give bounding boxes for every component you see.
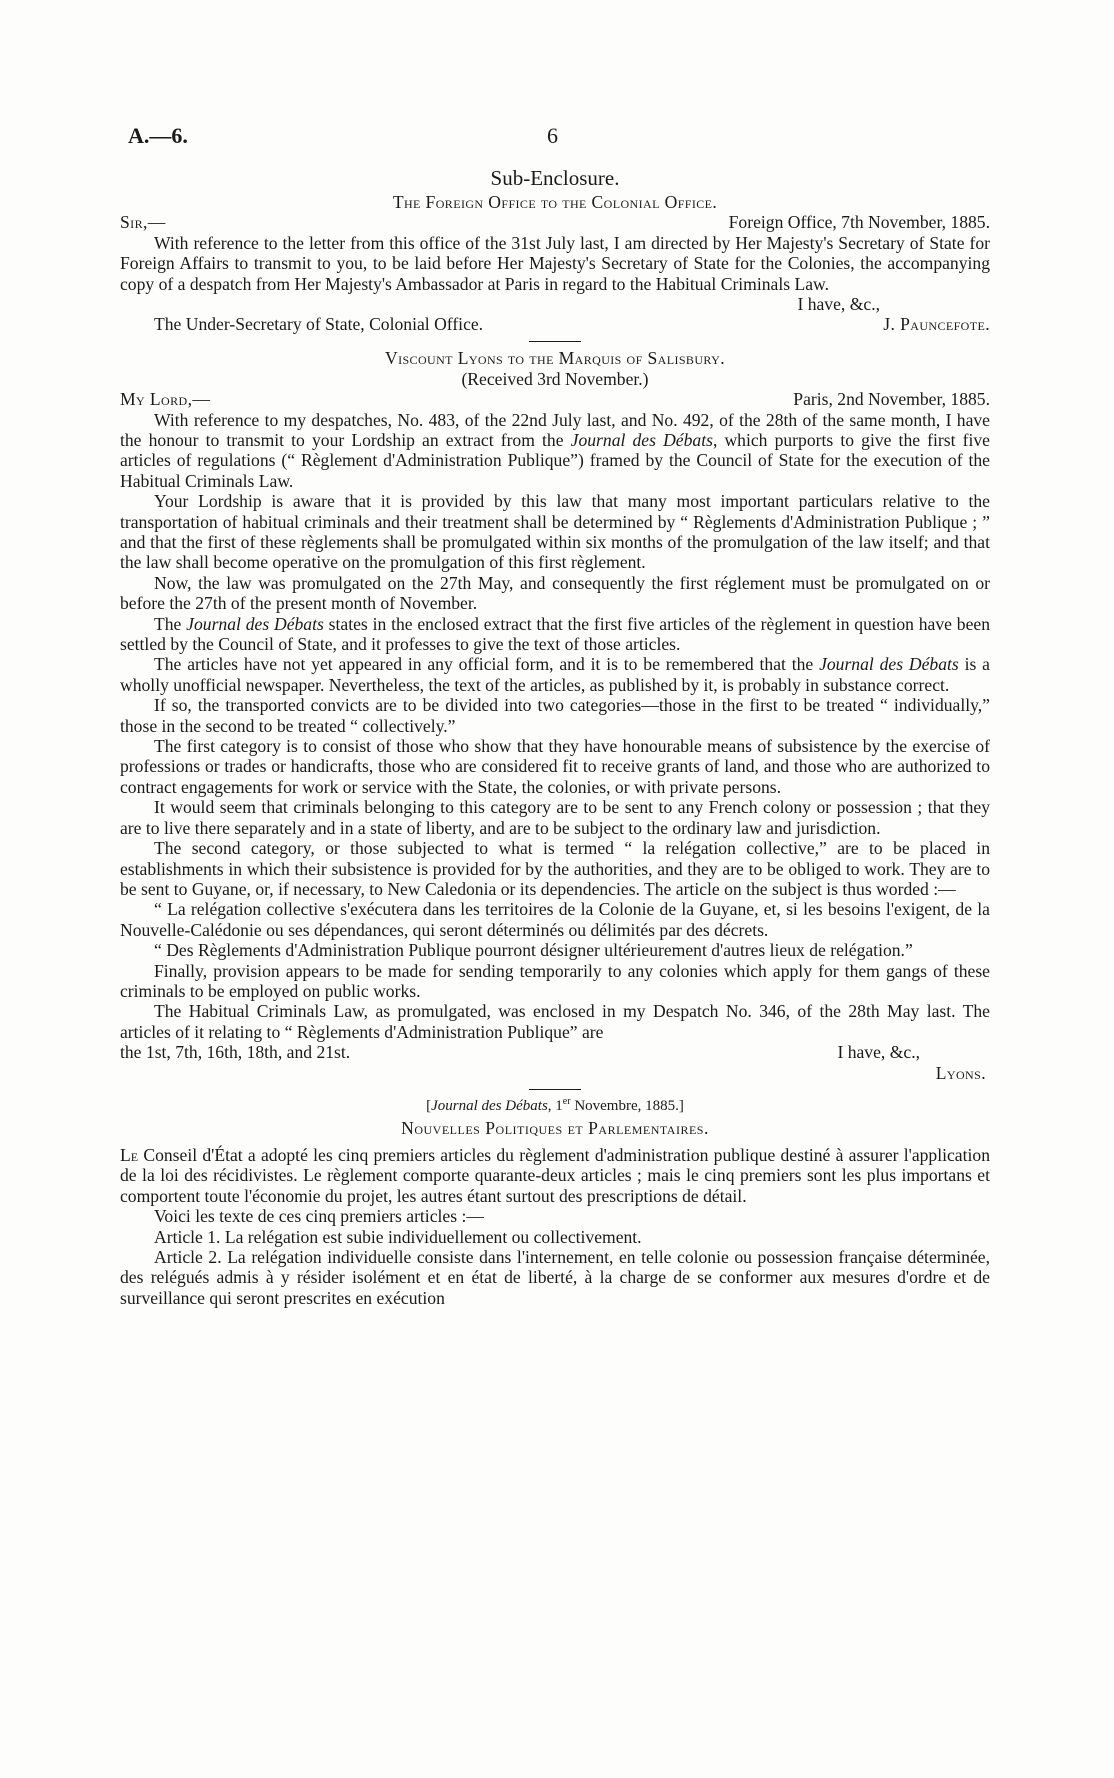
- extract-paragraph: Voici les texte de ces cinq premiers articles :—: [154, 1206, 484, 1227]
- letter2-paragraph: The Habitual Criminals Law, as promulgated, was enclosed in my Despatch No. 346, of the 28th May last. The articles of it relating to “ Règlements d'Administration Publique” are: [120, 1001, 990, 1042]
- extract-source: [Journal des Débats, 1er Novembre, 1885.]: [426, 1096, 684, 1115]
- letter2-paragraph: Your Lordship is aware that it is provided by this law that many most important particulars relative to the transportation of habitual criminals and their treatment shall be determined by “ Règlements d'Administration Publique ; ” and that the first of these règlements shall be promulgated within six months of the promulgation of the law itself; and that the law shall become operative on the promulgation of this first règlement.: [120, 491, 990, 573]
- letter2-heading: Viscount Lyons to the Marquis of Salisbury.: [384, 348, 725, 369]
- letter1-addressee: The Under-Secretary of State, Colonial Office.: [154, 314, 484, 335]
- letter2-paragraph: Now, the law was promulgated on the 27th May, and consequently the first réglement must be promulgated on or before the 27th of the present month of November.: [120, 572, 990, 614]
- letter2-signature: Lyons.: [935, 1062, 986, 1083]
- letter2-final-row: [120, 1042, 990, 1062]
- letter2-paragraph: The articles have not yet appeared in any official form, and it is to be remembered that the Journal des Débats is a wholly unofficial newspaper. Nevertheless, the text of the articles, as published by it, is probably in substance correct.: [120, 654, 990, 695]
- extract-article: Article 1. La relégation est subie individuellement ou collectivement.: [154, 1226, 642, 1247]
- letter2-final-line: the 1st, 7th, 16th, 18th, and 21st.: [120, 1042, 351, 1063]
- letter1-closing: I have, &c.,: [797, 294, 880, 315]
- letter2-salutation-row: [120, 389, 990, 409]
- letter2-paragraph: Finally, provision appears to be made for sending temporarily to any colonies which apply for them gangs of these criminals to be employed on public works.: [120, 960, 990, 1001]
- letter1-place-date: Foreign Office, 7th November, 1885.: [728, 212, 990, 233]
- letter2-paragraph: The first category is to consist of those who show that they have honourable means of subsistence by the exercise of professions or trades or handicrafts, those who are considered fit to receive grants of land, and those who are authorized to contract engagements for work or service with the State, the colonies, or with private persons.: [120, 736, 990, 797]
- letter2-quotation: “ La relégation collective s'exécutera dans les territoires de la Colonie de la Guyane, et, si les besoins l'exigent, de la Nouvelle-Calédonie ou ses dépendances, qui seront déterminés ou délimités par des décrets.: [120, 899, 990, 940]
- letter2-paragraph: The second category, or those subjected to what is termed “ la relégation collective,” are to be placed in establishments in which their subsistence is provided for by the authorities, and they are to be obliged to work. They are to be sent to Guyane, or, if necessary, to New Caledonia or its dependencies. The article on the subject is thus worded :—: [120, 838, 990, 899]
- letter2-place-date: Paris, 2nd November, 1885.: [793, 389, 990, 410]
- letter2-paragraph: It would seem that criminals belonging to this category are to be sent to any French colony or possession ; that they are to live there separately and in a state of liberty, and are to be subject to the ordinary law and jurisdiction.: [120, 797, 990, 838]
- document-reference: A.—6.: [128, 123, 188, 148]
- page-number: 6: [547, 123, 558, 148]
- divider-rule: [529, 341, 581, 343]
- enclosure-title: Sub-Enclosure.: [490, 166, 620, 190]
- page-content: [120, 166, 990, 1308]
- letter1-signature-row: [120, 314, 990, 334]
- extract-heading: Nouvelles Politiques et Parlementaires.: [401, 1118, 709, 1139]
- extract-article: Article 2. La relégation individuelle consiste dans l'internement, en telle colonie ou possession française déterminée, des relégués admis à y résider isolément et en état de liberté, à la charge de se conformer aux mesures d'ordre et de surveillance qui seront prescrites en exécution: [120, 1246, 990, 1308]
- divider-rule: [529, 1089, 581, 1091]
- letter2-paragraph: If so, the transported convicts are to be divided into two categories—those in the first to be treated “ individually,” those in the second to be treated “ collectively.”: [120, 695, 990, 736]
- letter1-body: With reference to the letter from this office of the 31st July last, I am directed by Her Majesty's Secretary of State for Foreign Affairs to transmit to you, to be laid before Her Majesty's Secretary of State for the Colonies, the accompanying copy of a despatch from Her Majesty's Ambassador at Paris in regard to the Habitual Criminals Law.: [120, 232, 990, 294]
- letter2-paragraph: With reference to my despatches, No. 483, of the 22nd July last, and No. 492, of the 28th of the same month, I have the honour to transmit to your Lordship an extract from the Journal des Débats, which purports to give the first five articles of regulations (“ Règlement d'Administration Publique”) framed by the Council of State for the execution of the Habitual Criminals Law.: [120, 409, 990, 491]
- letter1-heading: The Foreign Office to the Colonial Office.: [392, 192, 718, 212]
- letter2-received: (Received 3rd November.): [461, 368, 649, 389]
- letter1-signature: J. Pauncefote.: [883, 314, 990, 335]
- letter2-paragraph: The Journal des Débats states in the enclosed extract that the first five articles of the règlement in question have been settled by the Council of State, and it professes to give the text of those articles.: [120, 613, 990, 655]
- letter2-salutation: My Lord,—: [120, 389, 211, 410]
- letter2-closing: I have, &c.,: [837, 1042, 920, 1063]
- letter1-salutation-row: [120, 212, 990, 232]
- letter1-salutation: Sir,—: [120, 212, 166, 233]
- letter2-quotation: “ Des Règlements d'Administration Publique pourront désigner ultérieurement d'autres lieux de relégation.”: [154, 940, 913, 961]
- extract-paragraph: Le Conseil d'État a adopté les cinq premiers articles du règlement d'administration publique destiné à assurer l'application de la loi des récidivistes. Le règlement comporte quarante-deux articles ; mais le cinq premiers sont les plus importans et comportent toute l'économie du projet, les autres étant surtout des prescriptions de détail.: [120, 1144, 990, 1206]
